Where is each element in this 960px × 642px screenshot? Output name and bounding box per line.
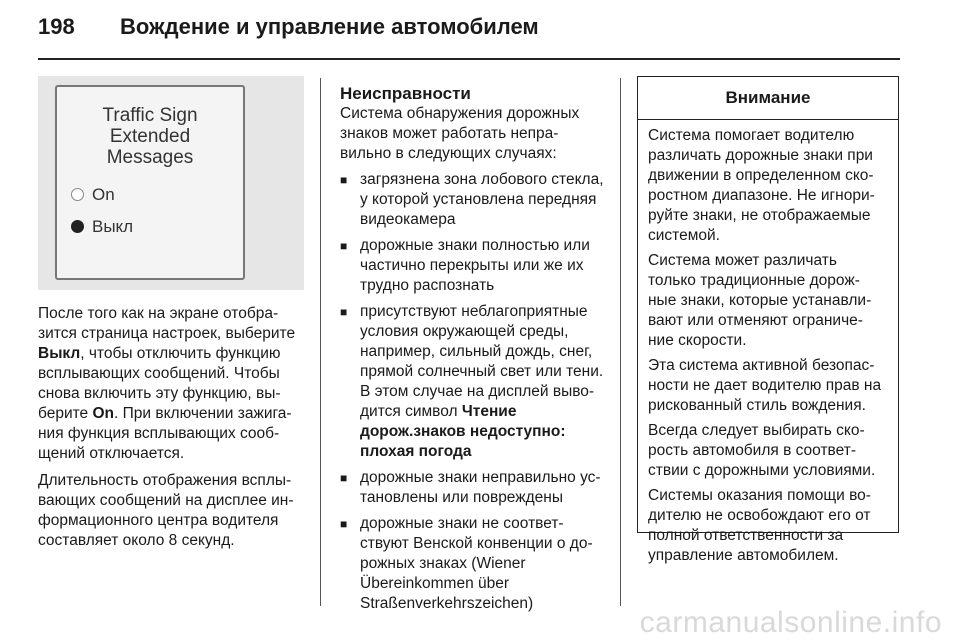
screen-title-line: Traffic Sign xyxy=(102,105,198,126)
paragraph: Эта система активной безопас-ности не дает водителю прав на рискованный стиль вождения. xyxy=(648,357,882,414)
option-off-label: Выкл xyxy=(92,217,134,236)
paragraph xyxy=(38,304,306,464)
left-column xyxy=(38,304,306,551)
header-rule xyxy=(38,58,900,60)
option-on-label: On xyxy=(92,185,115,204)
list-item: ■ дорожные знаки неправильно ус-тановлены или повреждены xyxy=(340,468,608,508)
column-divider xyxy=(620,78,621,606)
text: присутствуют неблагоприятные условия окружающей среды, например, сильный дождь, снег, прямой солнечный свет или тени. В этом случае на дисплей выво-дится символ xyxy=(360,303,604,420)
paragraph: Система помогает водителю различать дорожные знаки при движении в определенном ско-ростном диапазоне. Не игнори-руйте знаки, не отображаемые системой. xyxy=(648,127,875,244)
paragraph: Системы оказания помощи во-дителю не освобождают его от полной ответственности за управление автомобилем. xyxy=(648,487,871,564)
text: . При включении зажига-ния функция всплывающих сооб-щений отключается. xyxy=(38,405,292,462)
middle-column xyxy=(340,84,608,614)
list-item xyxy=(340,302,608,462)
warning-body xyxy=(638,120,898,566)
radio-unselected-icon xyxy=(71,188,84,201)
page-header xyxy=(38,14,539,40)
paragraph: Всегда следует выбирать ско-рость автомобиля в соответ-ствии с дорожными условиями. xyxy=(648,422,876,479)
warning-box xyxy=(637,76,899,564)
paragraph: Система обнаружения дорожных знаков может работать непра-вильно в следующих случаях: xyxy=(340,105,580,162)
display-screen xyxy=(55,85,245,280)
radio-selected-icon xyxy=(71,220,84,233)
list-item: ■ дорожные знаки полностью или частично перекрыты или же их трудно распознать xyxy=(340,236,608,296)
warning-title: Внимание xyxy=(638,77,898,120)
list-item: ■ дорожные знаки не соответ-ствуют Венской конвенции о до-рожных знаках (Wiener Übereinkommen über Straßenverkehrszeichen) xyxy=(340,514,608,614)
text: , чтобы отключить функцию всплывающих сообщений. Чтобы снова включить эту функцию, вы-берите xyxy=(38,345,281,422)
bold-term: Выкл xyxy=(38,345,81,362)
screen-title-line: Messages xyxy=(106,147,194,168)
option-on xyxy=(71,185,115,205)
screen-title xyxy=(57,105,243,168)
paragraph: Длительность отображения всплы-вающих сообщений на дисплее ин-формационного центра водителя составляет около 8 секунд. xyxy=(38,472,294,549)
page-title: Вождение и управление автомобилем xyxy=(120,14,539,39)
option-off xyxy=(71,217,133,237)
page-number: 198 xyxy=(38,14,75,39)
bold-term: Чтение дорож.знаков недоступно: плохая погода xyxy=(360,403,566,460)
list-item: ■ загрязнена зона лобового стекла, у которой установлена передняя видеокамера xyxy=(340,170,608,230)
paragraph: Система может различать только традиционные дорож-ные знаки, которые устанавли-вают или отменяют ограниче-ние скорости. xyxy=(648,252,872,349)
bullet-list xyxy=(340,170,608,614)
bold-term: On xyxy=(92,405,114,422)
section-heading: Неисправности xyxy=(340,84,471,103)
screen-title-line: Extended xyxy=(109,126,191,147)
column-divider xyxy=(320,78,321,606)
text: После того как на экране отобра-зится страница настроек, выберите xyxy=(38,305,296,342)
watermark: carmanualsonline.info xyxy=(639,606,942,639)
